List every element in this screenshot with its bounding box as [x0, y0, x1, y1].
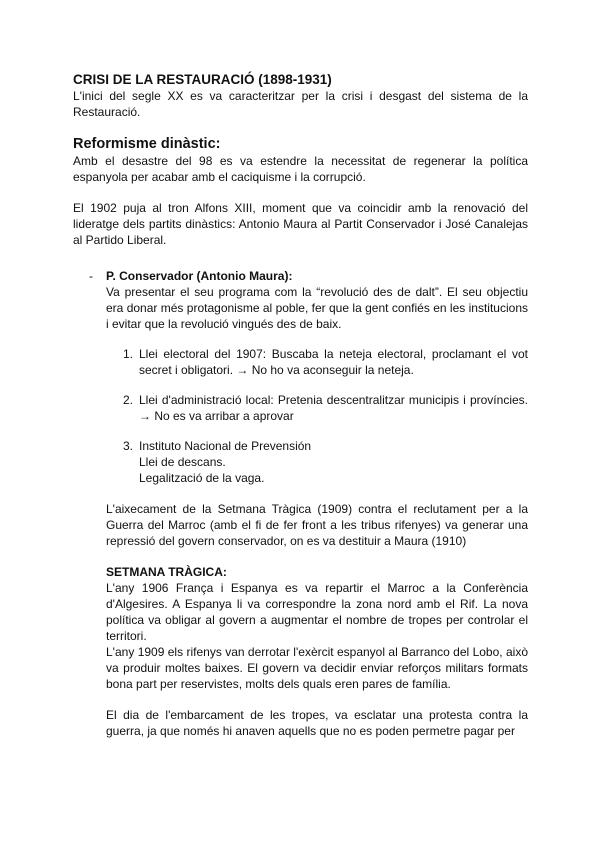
bullet-dash: -: [89, 269, 93, 283]
setmana-paragraph-2: L'any 1909 els rifenys van derrotar l'exèrcit espanyol al Barranco del Lobo, això va produir moltes baixes. El govern va decidir enviar reforços militars formats bona part per reservistes, molts dels quals eren pares de família.: [106, 645, 528, 691]
section-heading-reformisme: Reformisme dinàstic:: [73, 136, 221, 152]
bullet-heading: P. Conservador (Antonio Maura):: [106, 269, 293, 283]
list-item-line: Instituto Nacional de Prevensión: [139, 439, 312, 453]
list-item-line: Legalització de la vaga.: [139, 471, 265, 485]
bullet-paragraph: Va presentar el seu programa com la “revolució des de dalt”. El seu objectiu era donar més protagonisme al poble, fer que la gent confiés en les institucions i evitar que la revolució vingués des de baix.: [106, 285, 528, 331]
reformisme-paragraph-1: Amb el desastre del 98 es va estendre la necessitat de regenerar la política espanyola per acabar amb el caciquisme i la corrupció.: [73, 154, 528, 184]
list-item: [106, 392, 528, 424]
list-item-number: 2.: [123, 393, 134, 407]
setmana-paragraph-3: El dia de l'embarcament de les tropes, va esclatar una protesta contra la guerra, ja que només hi anaven aquells que no es poden permetre pagar per: [106, 708, 528, 738]
bullet-conservador: [73, 268, 528, 739]
list-item-text: Llei d'administració local: Pretenia descentralitzar municipis i províncies. → No es va arribar a aprovar: [139, 393, 528, 423]
list-item-line: Llei de descans.: [139, 455, 226, 469]
list-item: [106, 438, 528, 486]
setmana-paragraph-1: L'any 1906 França i Espanya es va repartir el Marroc a la Conferència d'Algesires. A Espanya li va correspondre la zona nord amb el Rif. La nova política va obligar al govern a augmentar el nombre de tropes per controlar el territori.: [106, 581, 528, 643]
numbered-list: [106, 346, 528, 486]
list-item-number: 1.: [123, 347, 134, 361]
document-title: CRISI DE LA RESTAURACIÓ (1898-1931): [73, 72, 332, 87]
list-item-number: 3.: [123, 439, 134, 453]
reformisme-paragraph-2: El 1902 puja al tron Alfons XIII, moment que va coincidir amb la renovació del lideratge dels partits dinàstics: Antonio Maura al Partit Conservador i José Canalejas al Partido Liberal.: [73, 201, 528, 247]
document-body: [73, 72, 528, 739]
setmana-tragica-heading: SETMANA TRÀGICA:: [106, 565, 227, 579]
list-item: [106, 346, 528, 378]
list-item-text: Llei electoral del 1907: Buscaba la neteja electoral, proclamant el vot secret i obligatori. → No ho va aconseguir la neteja.: [139, 347, 528, 377]
setmana-summary-paragraph: L'aixecament de la Setmana Tràgica (1909) contra el reclutament per a la Guerra del Marroc (amb el fi de fer front a les tribus rifenyes) va generar una repressió del govern conservador, on es va destituir a Maura (1910): [106, 502, 528, 548]
intro-paragraph: L'inici del segle XX es va caracteritzar per la crisi i desgast del sistema de la Restauració.: [73, 89, 528, 119]
